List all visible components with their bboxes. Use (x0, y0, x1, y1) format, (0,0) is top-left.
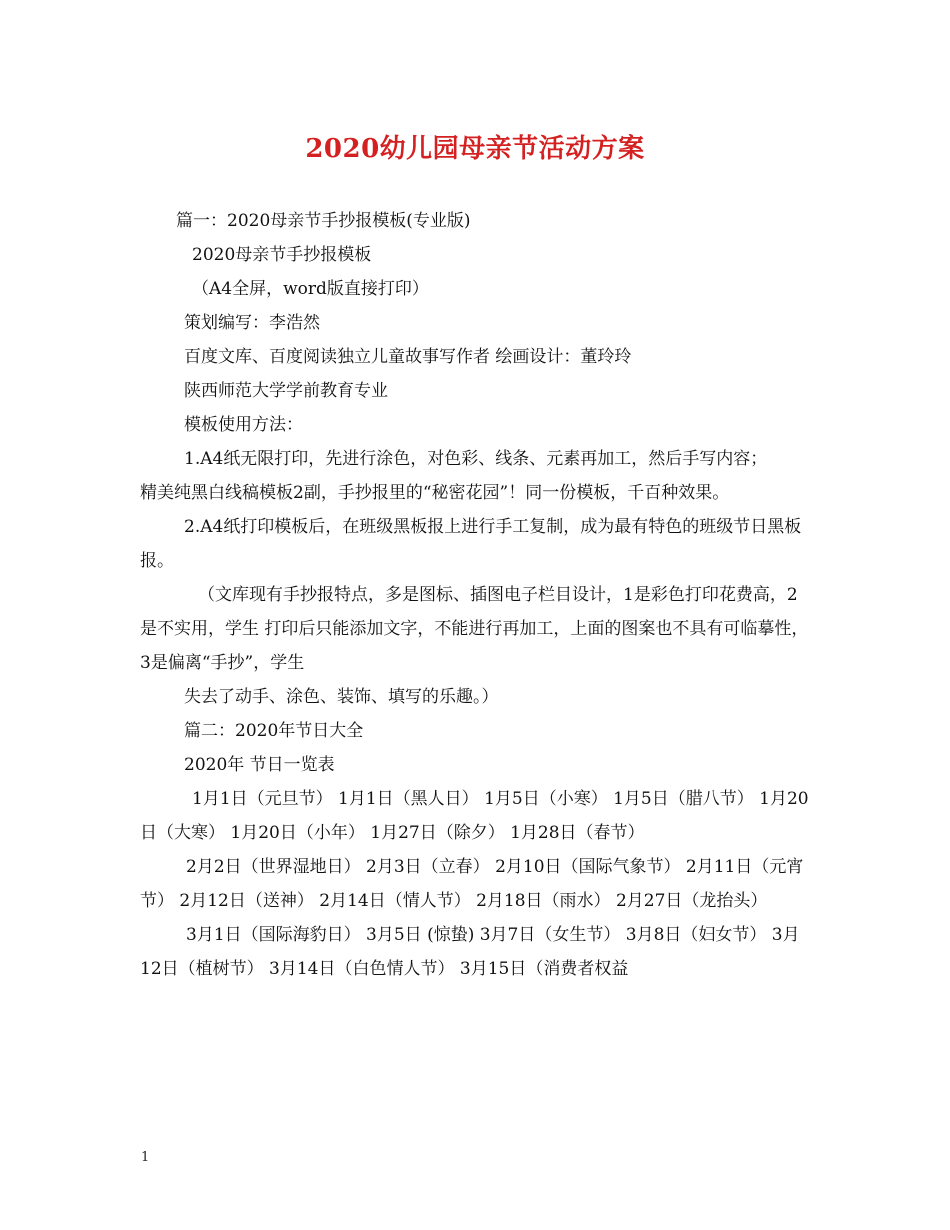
paragraph-8: 1.A4纸无限打印，先进行涂色，对色彩、线条、元素再加工，然后手写内容； (184, 449, 768, 469)
paragraph-2: 2020母亲节手抄报模板 (192, 245, 372, 265)
paragraph-4: 策划编写：李浩然 (184, 313, 320, 333)
paragraph-16: 2月2日（世界湿地日） 2月3日（立春） 2月10日（国际气象节） 2月11日（元宵节） 2月12日（送神） 2月14日（情人节） 2月18日（雨水） 2月27日（龙抬头） (140, 857, 804, 911)
page-number: 1 (141, 1150, 150, 1165)
paragraph-17: 3月1日（国际海豹日） 3月5日 (惊蛰) 3月7日（女生节） 3月8日（妇女节） 3月12日（植树节） 3月14日（白色情人节） 3月15日（消费者权益 (140, 925, 800, 979)
paragraph-3: （A4全屏，word版直接打印） (192, 279, 429, 299)
document-title: 2020幼儿园母亲节活动方案 (305, 134, 645, 164)
paragraph-11: （文库现有手抄报特点，多是图标、插图电子栏目设计，1是彩色打印花费高，2是不实用，学生 打印后只能添加文字，不能进行再加工，上面的图案也不具有可临摹性，3是偏离“手抄”，学生 (140, 585, 809, 673)
paragraph-13: 篇二：2020年节日大全 (184, 721, 364, 741)
paragraph-10: 2.A4纸打印模板后，在班级黑板报上进行手工复制，成为最有特色的班级节日黑板报。 (140, 517, 802, 571)
document-body (140, 204, 812, 986)
paragraph-15: 1月1日（元旦节） 1月1日（黑人日） 1月5日（小寒） 1月5日（腊八节） 1月20日（大寒） 1月20日（小年） 1月27日（除夕） 1月28日（春节） (140, 789, 809, 843)
paragraph-1: 篇一：2020母亲节手抄报模板(专业版) (176, 211, 471, 231)
paragraph-12: 失去了动手、涂色、装饰、填写的乐趣。） (184, 687, 499, 707)
paragraph-14: 2020年 节日一览表 (184, 755, 335, 775)
paragraph-6: 陕西师范大学学前教育专业 (184, 381, 388, 401)
paragraph-7: 模板使用方法： (184, 415, 303, 435)
paragraph-9: 精美纯黑白线稿模板2副，手抄报里的“秘密花园”！同一份模板，千百种效果。 (140, 483, 730, 503)
paragraph-5: 百度文库、百度阅读独立儿童故事写作者 绘画设计：董玲玲 (184, 347, 632, 367)
